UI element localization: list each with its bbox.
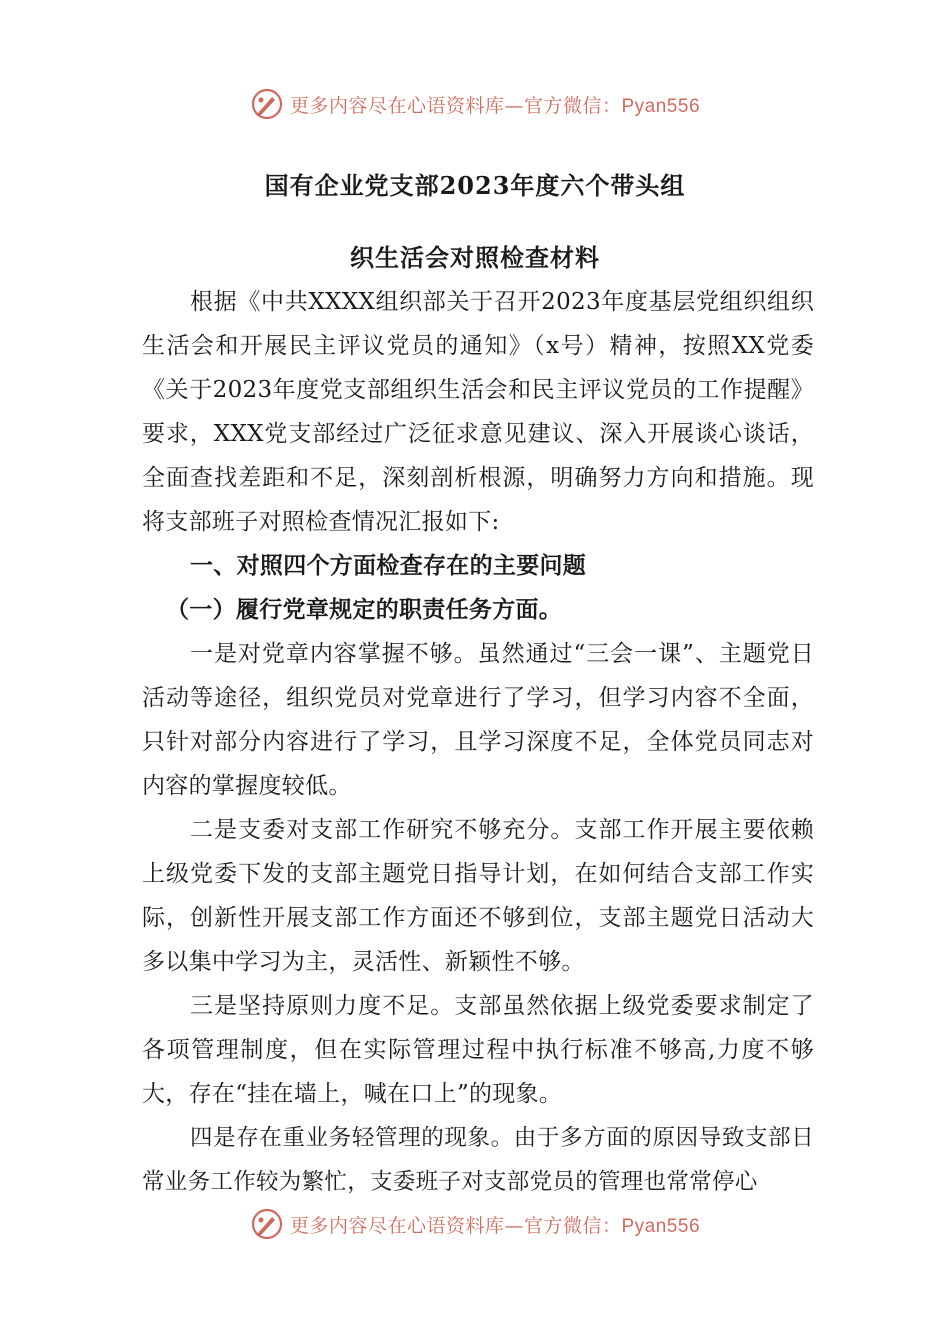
watermark-text: 更多内容尽在心语资料库—官方微信：Pyan556 bbox=[289, 1214, 701, 1237]
point-paragraph-4: 四是存在重业务轻管理的现象。由于多方面的原因导致支部日常业务工作较为繁忙，支委班子对支部党员的管理也常常停心 bbox=[142, 1125, 814, 1195]
watermark-text: 更多内容尽在心语资料库—官方微信：Pyan556 bbox=[289, 94, 701, 117]
pen-logo-icon bbox=[250, 87, 284, 121]
watermark-banner-bottom bbox=[0, 1204, 950, 1244]
watermark-banner-top bbox=[0, 84, 950, 124]
wechat-id: Pyan556 bbox=[621, 1215, 701, 1237]
document-title-line1: 国有企业党支部2023年度六个带头组 bbox=[264, 171, 686, 200]
document-title-line2: 织生活会对照检查材料 bbox=[350, 243, 600, 272]
point-paragraph-2: 二是支委对支部工作研究不够充分。支部工作开展主要依赖上级党委下发的支部主题党日指导计划，在如何结合支部工作实际，创新性开展支部工作方面还不够到位，支部主题党日活动大多以集中学习为主，灵活性、新颖性不够。 bbox=[142, 817, 814, 975]
document-body bbox=[142, 280, 814, 1204]
subsection-heading: （一）履行党章规定的职责任务方面。 bbox=[166, 596, 563, 623]
wechat-id: Pyan556 bbox=[621, 95, 701, 117]
pen-logo-icon bbox=[250, 1207, 284, 1241]
point-paragraph-3: 三是坚持原则力度不足。支部虽然依据上级党委要求制定了各项管理制度，但在实际管理过程中执行标准不够高,力度不够大，存在“挂在墙上，喊在口上”的现象。 bbox=[142, 993, 814, 1107]
section-heading: 一、对照四个方面检查存在的主要问题 bbox=[190, 552, 587, 579]
point-paragraph-1: 一是对党章内容掌握不够。虽然通过“三会一课”、主题党日活动等途径，组织党员对党章进行了学习，但学习内容不全面，只针对部分内容进行了学习，且学习深度不足，全体党员同志对内容的掌握度较低。 bbox=[142, 641, 814, 799]
intro-paragraph: 根据《中共XXXX组织部关于召开2023年度基层党组织组织生活会和开展民主评议党员的通知》（x号）精神，按照XX党委《关于2023年度党支部组织生活会和民主评议党员的工作提醒》要求，XXX党支部经过广泛征求意见建议、深入开展谈心谈话，全面查找差距和不足，深刻剖析根源，明确努力方向和措施。现将支部班子对照检查情况汇报如下: bbox=[142, 289, 814, 535]
